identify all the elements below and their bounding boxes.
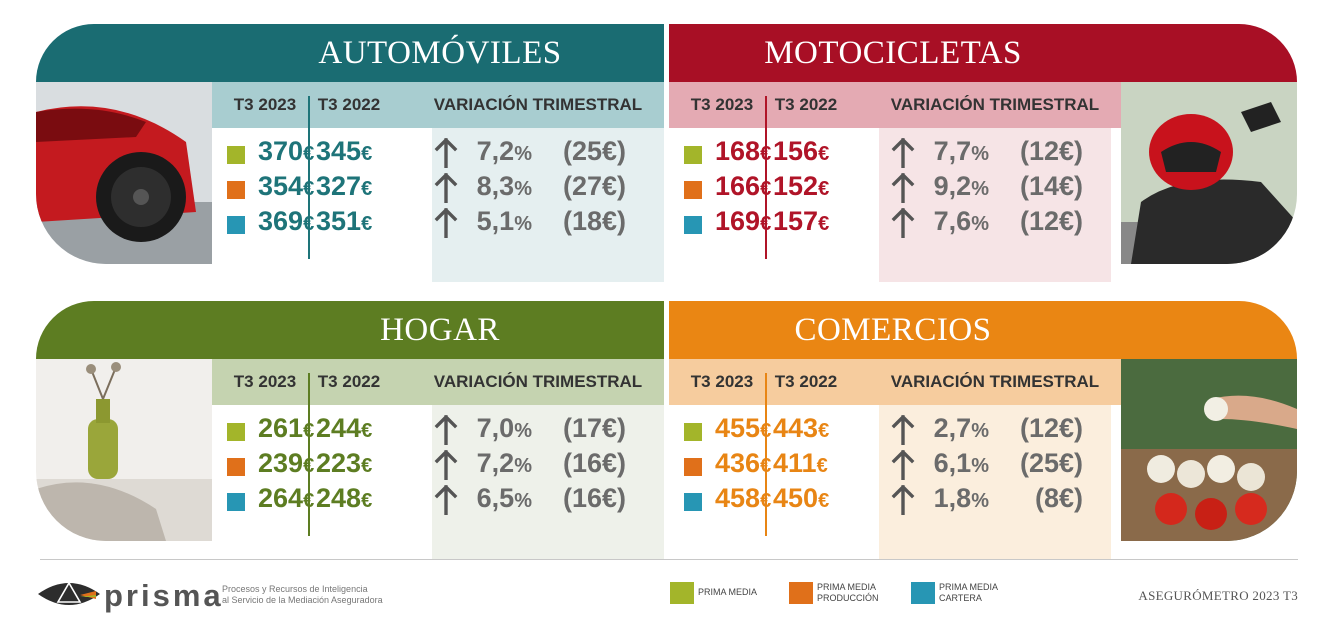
- data-rows: [212, 134, 664, 239]
- variation-percent: 6,1%: [933, 448, 989, 478]
- variation-percent: 6,5%: [476, 483, 532, 513]
- variation-amount: (12€): [1019, 413, 1083, 443]
- brand-name: prisma: [104, 578, 224, 613]
- value-t3-2022: 327€: [316, 171, 373, 201]
- variation-amount: (16€): [562, 448, 626, 478]
- value-t3-2023: 369€: [258, 206, 315, 236]
- value-t3-2023: 239€: [258, 448, 315, 478]
- data-row: [212, 446, 664, 481]
- header-t3-2023: T3 2023: [690, 372, 754, 391]
- data-row: [669, 411, 1121, 446]
- value-t3-2022: 248€: [316, 483, 373, 513]
- legend-square: [227, 493, 245, 511]
- variation-percent: 2,7%: [933, 413, 989, 443]
- value-t3-2023: 370€: [258, 136, 315, 166]
- header-t3-2022: T3 2022: [774, 372, 838, 391]
- data-row: [212, 411, 664, 446]
- value-t3-2022: 450€: [773, 483, 830, 513]
- variation-amount: (25€): [1019, 448, 1083, 478]
- data-rows: [669, 411, 1121, 516]
- quadrant-automoviles: [36, 24, 664, 281]
- legend-square: [684, 146, 702, 164]
- value-t3-2023: 264€: [258, 483, 315, 513]
- data-row: [212, 204, 664, 239]
- arrow-up-icon: [891, 208, 915, 238]
- value-t3-2022: 156€: [773, 136, 830, 166]
- value-t3-2022: 351€: [316, 206, 373, 236]
- data-rows: [212, 411, 664, 516]
- data-row: [669, 481, 1121, 516]
- value-t3-2023: 169€: [715, 206, 772, 236]
- header-t3-2023: T3 2023: [690, 95, 754, 114]
- data-row: [669, 446, 1121, 481]
- column-header-bar: [669, 82, 1121, 128]
- variation-amount: (16€): [562, 483, 626, 513]
- quadrant-title: AUTOMÓVILES: [36, 24, 664, 82]
- legend-square: [684, 493, 702, 511]
- arrow-up-icon: [891, 485, 915, 515]
- value-t3-2022: 223€: [316, 448, 373, 478]
- arrow-up-icon: [891, 450, 915, 480]
- value-t3-2022: 345€: [316, 136, 373, 166]
- value-t3-2023: 168€: [715, 136, 772, 166]
- value-t3-2023: 166€: [715, 171, 772, 201]
- variation-percent: 9,2%: [933, 171, 989, 201]
- variation-amount: (25€): [562, 136, 626, 166]
- quadrant-comercios: [669, 301, 1297, 558]
- column-header-bar: [212, 82, 664, 128]
- header-variacion: VARIACIÓN TRIMESTRAL: [433, 95, 643, 114]
- variation-percent: 5,1%: [476, 206, 532, 236]
- data-row: [669, 204, 1121, 239]
- variation-percent: 7,7%: [933, 136, 989, 166]
- value-t3-2022: 152€: [773, 171, 830, 201]
- legend-square: [227, 181, 245, 199]
- value-t3-2022: 443€: [773, 413, 830, 443]
- value-t3-2023: 458€: [715, 483, 772, 513]
- arrow-up-icon: [891, 173, 915, 203]
- data-row: [669, 134, 1121, 169]
- quadrant-title: HOGAR: [36, 301, 664, 359]
- value-t3-2023: 354€: [258, 171, 315, 201]
- variation-amount: (17€): [562, 413, 626, 443]
- data-row: [212, 134, 664, 169]
- brand-tagline: Procesos y Recursos de Inteligencia al Servicio de la Mediación Aseguradora: [222, 584, 383, 605]
- arrow-up-icon: [434, 485, 458, 515]
- column-header-bar: [212, 359, 664, 405]
- legend-label-prima-produccion: PRIMA MEDIA PRODUCCIÓN: [817, 582, 879, 603]
- value-t3-2023: 436€: [715, 448, 772, 478]
- legend-label-prima-cartera: PRIMA MEDIA CARTERA: [939, 582, 999, 603]
- edition-label: ASEGURÓMETRO 2023 T3: [1138, 588, 1298, 603]
- car-photo: [36, 82, 212, 264]
- arrow-up-icon: [434, 173, 458, 203]
- legend-square: [227, 423, 245, 441]
- arrow-up-icon: [434, 415, 458, 445]
- legend-square: [684, 423, 702, 441]
- arrow-up-icon: [434, 208, 458, 238]
- variation-percent: 7,2%: [476, 136, 532, 166]
- legend-square: [227, 458, 245, 476]
- data-row: [212, 481, 664, 516]
- legend-square: [684, 458, 702, 476]
- legend-square: [227, 216, 245, 234]
- variation-amount: (18€): [562, 206, 626, 236]
- legend-label-prima-media: PRIMA MEDIA: [698, 587, 758, 597]
- quadrant-title: COMERCIOS: [669, 301, 1297, 359]
- prisma-logo-icon: [36, 576, 102, 612]
- value-t3-2022: 244€: [316, 413, 373, 443]
- legend-swatch-prima-produccion: [789, 582, 813, 604]
- quadrant-hogar: [36, 301, 664, 558]
- value-t3-2022: 157€: [773, 206, 830, 236]
- motorcycle-helmet-photo: [1121, 82, 1297, 264]
- header-t3-2023: T3 2023: [233, 372, 297, 391]
- variation-percent: 1,8%: [933, 483, 989, 513]
- variation-amount: (8€): [1034, 483, 1083, 513]
- arrow-up-icon: [891, 415, 915, 445]
- variation-amount: (27€): [562, 171, 626, 201]
- header-t3-2022: T3 2022: [317, 95, 381, 114]
- arrow-up-icon: [891, 138, 915, 168]
- data-row: [669, 169, 1121, 204]
- data-row: [212, 169, 664, 204]
- quadrant-motocicletas: [669, 24, 1297, 281]
- market-produce-photo: [1121, 359, 1297, 541]
- variation-amount: (12€): [1019, 206, 1083, 236]
- header-t3-2022: T3 2022: [317, 372, 381, 391]
- variation-percent: 7,2%: [476, 448, 532, 478]
- legend-swatch-prima-cartera: [911, 582, 935, 604]
- variation-amount: (12€): [1019, 136, 1083, 166]
- legend-square: [227, 146, 245, 164]
- arrow-up-icon: [434, 450, 458, 480]
- header-variacion: VARIACIÓN TRIMESTRAL: [890, 95, 1100, 114]
- footer-divider: [40, 559, 1298, 560]
- variation-amount: (14€): [1019, 171, 1083, 201]
- legend-swatch-prima-media: [670, 582, 694, 604]
- header-t3-2022: T3 2022: [774, 95, 838, 114]
- variation-percent: 8,3%: [476, 171, 532, 201]
- header-variacion: VARIACIÓN TRIMESTRAL: [890, 372, 1100, 391]
- home-vase-photo: [36, 359, 212, 541]
- variation-percent: 7,6%: [933, 206, 989, 236]
- value-t3-2022: 411€: [773, 448, 828, 478]
- data-rows: [669, 134, 1121, 239]
- header-t3-2023: T3 2023: [233, 95, 297, 114]
- value-t3-2023: 455€: [715, 413, 772, 443]
- column-header-bar: [669, 359, 1121, 405]
- quadrant-title: MOTOCICLETAS: [669, 24, 1297, 82]
- arrow-up-icon: [434, 138, 458, 168]
- legend-square: [684, 181, 702, 199]
- legend-square: [684, 216, 702, 234]
- header-variacion: VARIACIÓN TRIMESTRAL: [433, 372, 643, 391]
- variation-percent: 7,0%: [476, 413, 532, 443]
- value-t3-2023: 261€: [258, 413, 315, 443]
